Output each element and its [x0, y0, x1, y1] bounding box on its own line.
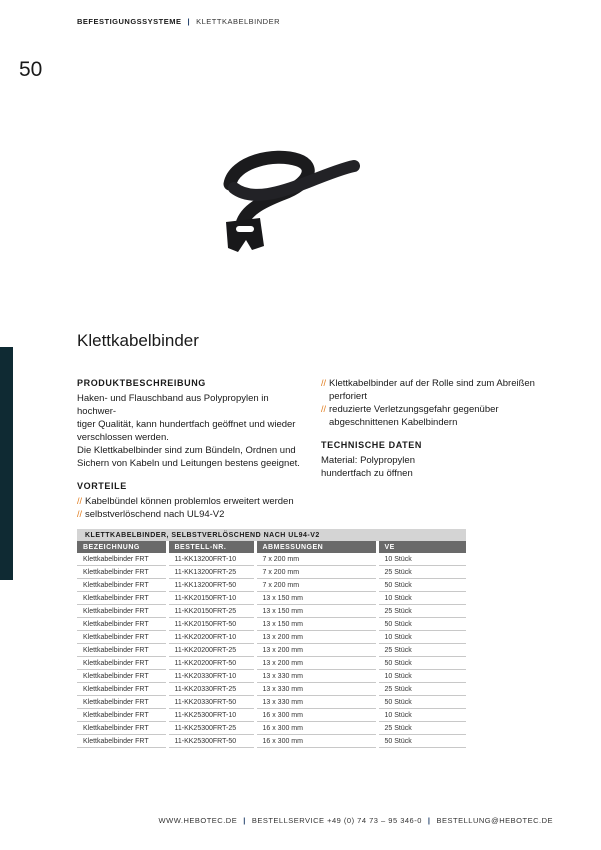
table-cell: 11-KK25300FRT-10: [167, 709, 255, 722]
table-cell: 11-KK20330FRT-10: [167, 670, 255, 683]
table-caption: KLETTKABELBINDER, SELBSTVERLÖSCHEND NACH UL94-V2: [77, 529, 466, 541]
table-cell: 13 x 150 mm: [255, 605, 377, 618]
table-cell: 50 Stück: [377, 579, 466, 592]
table-cell: 50 Stück: [377, 657, 466, 670]
table-cell: 10 Stück: [377, 709, 466, 722]
footer-separator: |: [427, 816, 431, 825]
table-cell: 13 x 330 mm: [255, 696, 377, 709]
breadcrumb: [77, 17, 280, 26]
page-number: 50: [19, 58, 43, 81]
table-cell: Klettkabelbinder FRT: [77, 644, 167, 657]
footer-separator: |: [243, 816, 246, 825]
right-column: [321, 377, 551, 480]
table-cell: 11-KK20200FRT-25: [167, 644, 255, 657]
footer: [159, 816, 553, 825]
breadcrumb-section: BEFESTIGUNGSSYSTEME: [77, 17, 182, 26]
technical-line: Material: Polypropylen: [321, 455, 415, 466]
sidebar-color-bar: [0, 347, 13, 580]
table-cell: Klettkabelbinder FRT: [77, 670, 167, 683]
table-cell: 16 x 300 mm: [255, 722, 377, 735]
column-header-ve: VE: [377, 541, 466, 553]
table-cell: 16 x 300 mm: [255, 735, 377, 748]
table-cell: Klettkabelbinder FRT: [77, 709, 167, 722]
table-cell: 50 Stück: [377, 735, 466, 748]
strap-buckle: [226, 218, 264, 252]
table-cell: 50 Stück: [377, 618, 466, 631]
table-cell: Klettkabelbinder FRT: [77, 631, 167, 644]
table-cell: 13 x 150 mm: [255, 592, 377, 605]
table-row: [77, 592, 466, 605]
description-line: Die Klettkabelbinder sind zum Bündeln, Ordnen und: [77, 445, 296, 456]
table-row: [77, 735, 466, 748]
table-cell: 10 Stück: [377, 631, 466, 644]
table-body: [77, 553, 466, 748]
table-cell: 11-KK20150FRT-25: [167, 605, 255, 618]
description-line: Haken- und Flauschband aus Polypropylen in hochwer-: [77, 393, 269, 417]
table-cell: 13 x 200 mm: [255, 644, 377, 657]
technical-line: hundertfach zu öffnen: [321, 468, 413, 479]
table-cell: 11-KK25300FRT-50: [167, 735, 255, 748]
footer-email[interactable]: BESTELLUNG@HEBOTEC.DE: [436, 816, 553, 825]
table-cell: 7 x 200 mm: [255, 553, 377, 566]
table-cell: 10 Stück: [377, 670, 466, 683]
buckle-slot: [236, 226, 254, 232]
table-cell: 13 x 150 mm: [255, 618, 377, 631]
description-line: tiger Qualität, kann hundertfach geöffnet und wieder: [77, 419, 296, 430]
table-cell: 11-KK20200FRT-50: [167, 657, 255, 670]
table-cell: 11-KK20330FRT-25: [167, 683, 255, 696]
table-cell: 11-KK13200FRT-50: [167, 579, 255, 592]
list-marker: //: [77, 509, 83, 519]
table-cell: 25 Stück: [377, 644, 466, 657]
table-row: [77, 657, 466, 670]
advantage-item: // Kabelbündel können problemlos erweitert werden: [77, 496, 294, 507]
table-cell: Klettkabelbinder FRT: [77, 657, 167, 670]
list-marker: //: [321, 404, 327, 414]
table-cell: Klettkabelbinder FRT: [77, 592, 167, 605]
column-header-bestell-nr: BESTELL-NR.: [167, 541, 255, 553]
technical-heading: TECHNISCHE DATEN: [321, 440, 422, 450]
column-header-abmessungen: ABMESSUNGEN: [255, 541, 377, 553]
table-cell: 25 Stück: [377, 683, 466, 696]
table-cell: Klettkabelbinder FRT: [77, 696, 167, 709]
table-cell: 25 Stück: [377, 605, 466, 618]
feature-item: // Klettkabelbinder auf der Rolle sind zum Abreißen perforiert: [321, 378, 535, 402]
table-cell: 11-KK13200FRT-25: [167, 566, 255, 579]
table-row: [77, 722, 466, 735]
column-header-bezeichnung: BEZEICHNUNG: [77, 541, 167, 553]
footer-service: BESTELLSERVICE +49 (0) 74 73 – 95 346-0: [251, 816, 422, 825]
breadcrumb-separator: |: [187, 17, 191, 26]
table-cell: Klettkabelbinder FRT: [77, 683, 167, 696]
table-cell: 16 x 300 mm: [255, 709, 377, 722]
footer-website[interactable]: WWW.HEBOTEC.DE: [158, 816, 238, 825]
table-cell: Klettkabelbinder FRT: [77, 553, 167, 566]
page-title: Klettkabelbinder: [77, 331, 199, 350]
table-row: [77, 566, 466, 579]
table-row: [77, 618, 466, 631]
table-cell: 11-KK20150FRT-10: [167, 592, 255, 605]
description-line: Sichern von Kabeln und Leitungen bestens geeignet.: [77, 458, 300, 469]
table-cell: 25 Stück: [377, 566, 466, 579]
table-cell: Klettkabelbinder FRT: [77, 605, 167, 618]
table-cell: 25 Stück: [377, 722, 466, 735]
list-marker: //: [77, 496, 83, 506]
table-cell: 11-KK25300FRT-25: [167, 722, 255, 735]
table-row: [77, 696, 466, 709]
table-cell: 10 Stück: [377, 553, 466, 566]
table-row: [77, 709, 466, 722]
table-row: [77, 644, 466, 657]
table-cell: 11-KK20330FRT-50: [167, 696, 255, 709]
table-cell: 11-KK20200FRT-10: [167, 631, 255, 644]
table-cell: 11-KK20150FRT-50: [167, 618, 255, 631]
table-cell: 11-KK13200FRT-10: [167, 553, 255, 566]
table-cell: Klettkabelbinder FRT: [77, 566, 167, 579]
table-cell: 10 Stück: [377, 592, 466, 605]
product-image: [212, 148, 360, 258]
table-cell: 7 x 200 mm: [255, 579, 377, 592]
table-cell: Klettkabelbinder FRT: [77, 579, 167, 592]
breadcrumb-subsection: KLETTKABELBINDER: [196, 17, 280, 26]
description-heading: PRODUKTBESCHREIBUNG: [77, 378, 206, 388]
left-column: [77, 377, 307, 521]
table-cell: 13 x 200 mm: [255, 657, 377, 670]
list-marker: //: [321, 378, 327, 388]
table-row: [77, 683, 466, 696]
product-table: [77, 529, 466, 748]
advantage-item: // selbstverlöschend nach UL94-V2: [77, 509, 225, 520]
feature-item: // reduzierte Verletzungsgefahr gegenüber abgeschnittenen Kabelbindern: [321, 404, 499, 428]
table-cell: 50 Stück: [377, 696, 466, 709]
table-row: [77, 553, 466, 566]
table-row: [77, 670, 466, 683]
table-cell: Klettkabelbinder FRT: [77, 722, 167, 735]
strap-tail: [234, 166, 354, 195]
table-cell: 13 x 330 mm: [255, 683, 377, 696]
table-row: [77, 631, 466, 644]
advantages-heading: VORTEILE: [77, 481, 127, 491]
table-row: [77, 605, 466, 618]
table-cell: Klettkabelbinder FRT: [77, 618, 167, 631]
table-cell: 13 x 330 mm: [255, 670, 377, 683]
table-cell: 7 x 200 mm: [255, 566, 377, 579]
table-row: [77, 579, 466, 592]
table-cell: Klettkabelbinder FRT: [77, 735, 167, 748]
table-cell: 13 x 200 mm: [255, 631, 377, 644]
description-line: verschlossen werden.: [77, 432, 169, 443]
